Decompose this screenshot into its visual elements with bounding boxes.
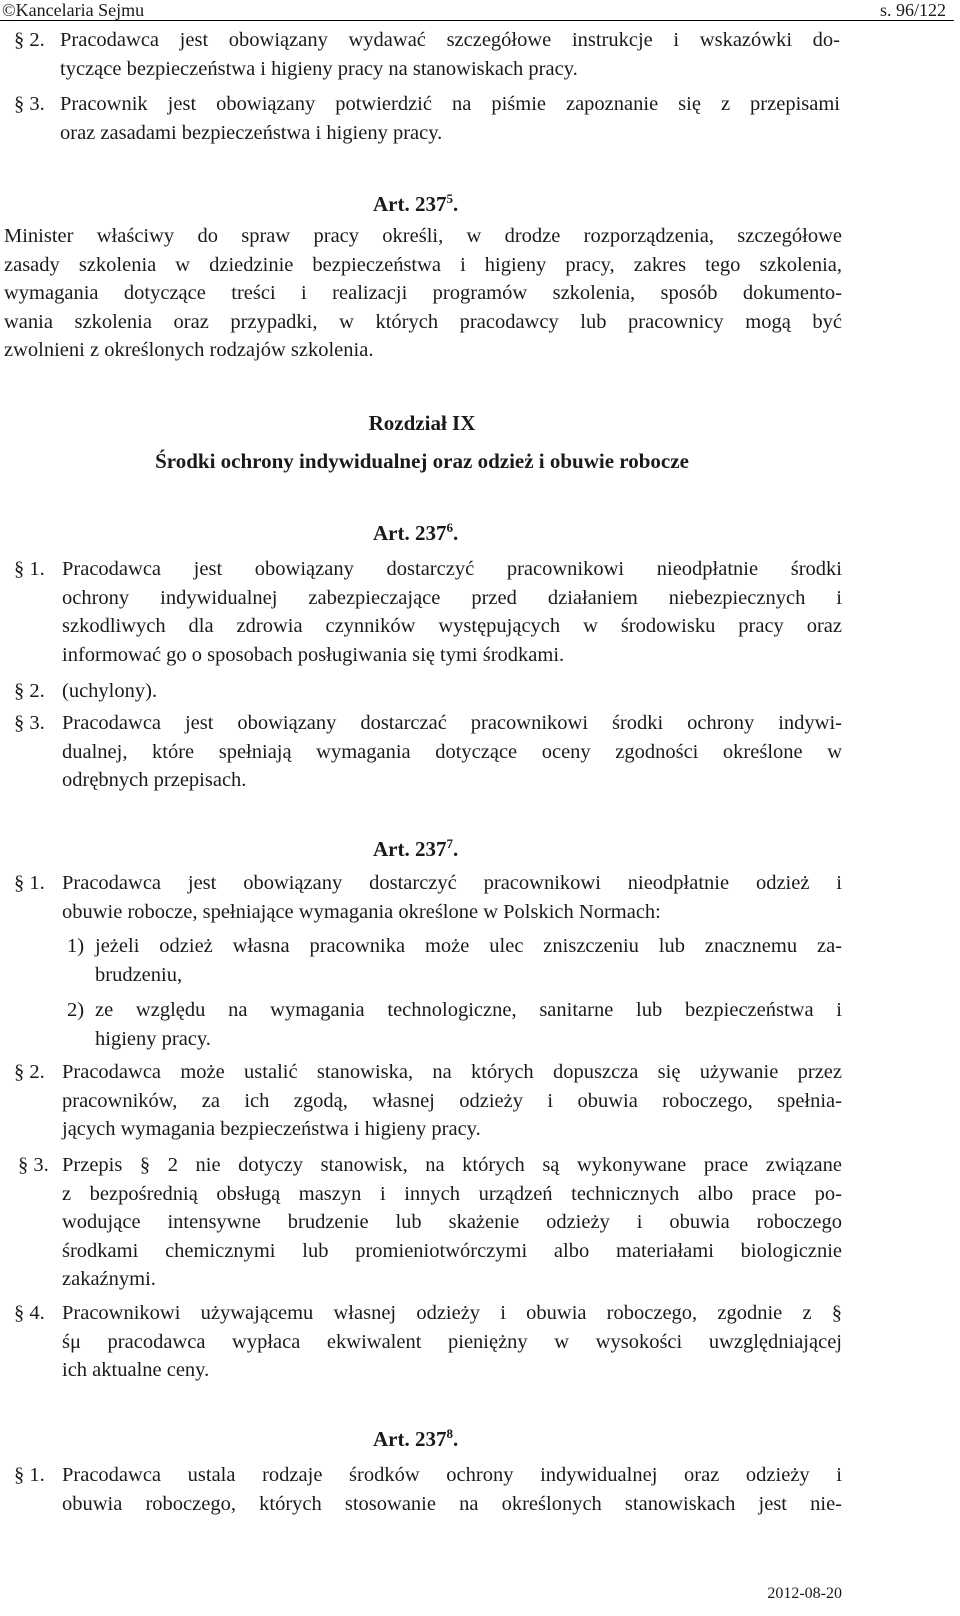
text-line: oraz zasadami bezpieczeństwa i higieny pracy. (60, 121, 443, 144)
text-line: Pracownik jest obowiązany potwierdzić na piśmie zapoznanie się z przepisami (60, 93, 840, 115)
text-line: Minister właściwy do spraw pracy określi, w drodze rozporządzenia, szczegółowe (4, 225, 842, 247)
paragraph-text (60, 26, 840, 83)
article-text (4, 222, 842, 365)
list-item-text (95, 932, 842, 989)
text-line: zwolnieni z określonych rodzajów szkolenia. (4, 339, 374, 361)
article-superscript: 6 (446, 520, 453, 535)
section-number: § 3. (18, 1154, 49, 1176)
section-number: § 1. (14, 1464, 45, 1486)
page-number: s. 96/122 (879, 0, 946, 20)
section-number: § 2. (14, 29, 45, 51)
text-line: Pracodawca jest obowiązany dostarczyć pracownikowi nieodpłatnie środki (62, 558, 842, 580)
text-line: pracowników, za ich zgodą, własnej odzieży i obuwia roboczego, spełnia- (62, 1089, 842, 1112)
chapter-subtitle: Środki ochrony indywidualnej oraz odzież i obuwie robocze (155, 449, 689, 473)
text-line: ze względu na wymagania technologiczne, sanitarne lub bezpieczeństwa i (95, 999, 842, 1021)
article-superscript: 8 (446, 1426, 453, 1441)
paragraph-text (62, 709, 842, 795)
article-heading: Art. $237^6$. (373, 520, 459, 545)
text-line: Pracodawca jest obowiązany wydawać szczegółowe instrukcje i wskazówki do- (60, 29, 840, 51)
text-line: odrębnych przepisach. (62, 769, 247, 791)
section-number: § 3. (14, 712, 45, 734)
copyright-label: ©Kancelaria Sejmu (2, 0, 145, 20)
text-line: śμ pracodawca wypłaca ekwiwalent pieniężny w wysokości uwzględniającej (62, 1330, 842, 1353)
text-line: Pracodawca jest obowiązany dostarczyć pracownikowi nieodpłatnie odzież i (62, 872, 842, 894)
text-line: obuwie robocze, spełniające wymagania określone w Polskich Normach: (62, 900, 661, 923)
chapter-title: Rozdział IX (368, 411, 476, 435)
text-line: Pracodawca ustala rodzaje środków ochrony indywidualnej oraz odzieży i (62, 1464, 842, 1486)
section-number: § 1. (14, 558, 45, 580)
text-line: jących wymagania bezpieczeństwa i higieny pracy. (62, 1118, 481, 1140)
text-line: Pracodawca może ustalić stanowiska, na których dopuszcza się używanie przez (62, 1061, 842, 1083)
text-line: zasady szkolenia w dziedzinie bezpieczeństwa i higieny pracy, zakres tego szkolenia, (4, 253, 842, 276)
section-number: § 3. (14, 93, 45, 115)
text-line: z bezpośrednią obsługą maszyn i innych urządzeń technicznych albo prace po- (62, 1182, 842, 1205)
paragraph-text (60, 90, 840, 147)
paragraph-text (62, 555, 842, 669)
text-line: wodujące intensywne brudzenie lub skażenie odzieży i obuwia roboczego (62, 1211, 842, 1233)
text-line: jeżeli odzież własna pracownika może ulec zniszczeniu lub znacznemu za- (95, 935, 842, 957)
text-line: szkodliwych dla zdrowia czynników występujących w środowisku pracy oraz (62, 615, 842, 637)
text-line: ochrony indywidualnej zabezpieczające przed działaniem niebezpiecznych i (62, 586, 842, 609)
document-date: 2012-08-20 (767, 1585, 842, 1602)
text-line: Przepis § 2 nie dotyczy stanowisk, na których są wykonywane prace związane (62, 1154, 842, 1176)
section-number: § 1. (14, 872, 45, 894)
list-item-number: 1) (67, 935, 85, 957)
paragraph-text (62, 1299, 842, 1385)
article-superscript: 5 (446, 191, 453, 206)
paragraph-text (62, 869, 842, 926)
header-divider (0, 20, 954, 21)
paragraph-text (62, 1461, 842, 1518)
text-line: Pracownikowi używającemu własnej odzieży i obuwia roboczego, zgodnie z § (62, 1302, 842, 1324)
text-line: wymagania dotyczące treści i realizacji programów szkolenia, sposób dokumento- (4, 282, 842, 304)
list-item-text (95, 996, 842, 1053)
paragraph-text (62, 1151, 842, 1294)
text-line: tyczące bezpieczeństwa i higieny pracy na stanowiskach pracy. (60, 57, 578, 80)
list-item-number: 2) (67, 999, 85, 1021)
section-number: § 2. (14, 680, 45, 702)
article-heading: Art. $237^5$. (373, 191, 459, 216)
text-line: zakaźnymi. (62, 1268, 156, 1290)
text-line: informować go o sposobach posługiwania się tymi środkami. (62, 643, 565, 666)
text-line: ich aktualne ceny. (62, 1359, 210, 1381)
text-line: brudzeniu, (95, 963, 183, 986)
text-line: higieny pracy. (95, 1027, 211, 1050)
text-line: wania szkolenia oraz przypadki, w których pracodawcy lub pracownicy mogą być (4, 310, 842, 333)
text-line: środkami chemicznymi lub promieniotwórczymi albo materiałami biologicznie (62, 1239, 842, 1262)
section-number: § 4. (14, 1302, 45, 1324)
text-line: Pracodawca jest obowiązany dostarczać pracownikowi środki ochrony indywi- (62, 712, 842, 734)
paragraph-text (62, 1058, 842, 1144)
text-line: obuwia roboczego, których stosowanie na określonych stanowiskach jest nie- (62, 1492, 842, 1515)
paragraph-text: (uchylony). (62, 680, 158, 702)
article-heading: Art. $237^7$. (373, 836, 459, 861)
article-superscript: 7 (446, 836, 453, 851)
text-line: dualnej, które spełniają wymagania dotyczące oceny zgodności określone w (62, 740, 842, 763)
article-heading: Art. $237^8$. (373, 1426, 459, 1451)
section-number: § 2. (14, 1061, 45, 1083)
